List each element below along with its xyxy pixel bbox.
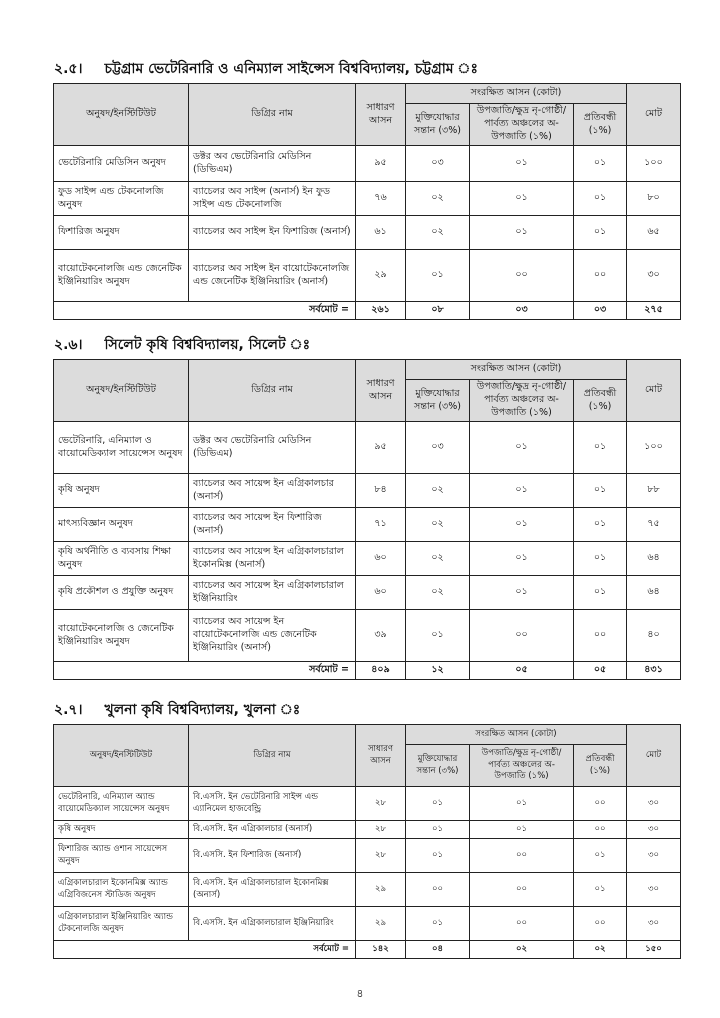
table-row: [54, 839, 681, 873]
total-cell: ৩০: [627, 907, 681, 941]
total-cell: ৭৫: [627, 508, 681, 542]
section-number: ২.৬।: [54, 337, 83, 353]
tribal-cell: ০০: [470, 250, 574, 302]
table-row: [54, 182, 681, 216]
grand-total-label: সর্বমোট =: [54, 662, 356, 680]
section-title: চট্টগ্রাম ভেটেরিনারি ও এনিম্যাল সাইন্সেস বিশ্ববিদ্যালয়, চট্টগ্রাম ঃ: [104, 61, 478, 77]
tribal-cell: ০১: [470, 821, 574, 839]
degree-cell: ব্যাচেলর অব সাইন্স ইন বায়োটেকনোলজি এন্ড জেনেটিক ইঞ্জিনিয়ারিং (অনার্স): [189, 250, 356, 302]
total-cell: ৩০: [627, 839, 681, 873]
general-cell: ৩৯: [356, 610, 406, 662]
header-general-seats: সাধারণ আসন: [356, 725, 406, 787]
faculty-cell: ফিশারিজ অ্যান্ড ওশান সায়েন্সেস অনুষদ: [54, 839, 189, 873]
header-disabled: প্রতিবন্ধী (১%): [574, 745, 627, 787]
header-freedom-fighter: মুক্তিযোদ্ধার সন্তান (৩%): [406, 745, 470, 787]
table-row: [54, 907, 681, 941]
total-cell: ৩০: [627, 787, 681, 821]
degree-cell: ব্যাচেলর অব সাইন্স ইন ফিশারিজ (অনার্স): [189, 216, 356, 250]
header-degree: ডিগ্রির নাম: [189, 725, 356, 787]
general-cell: ২৯: [356, 873, 406, 907]
section-title: খুলনা কৃষি বিশ্ববিদ্যালয়, খুলনা ঃ: [104, 702, 301, 718]
faculty-cell: ভেটেরিনারি, এনিম্যাল ও বায়োমেডিক্যাল সায়েন্সেস অনুষদ: [54, 422, 189, 474]
tribal-cell: ০০: [470, 610, 574, 662]
degree-cell: ব্যাচেলর অব সায়েন্স ইন এগ্রিকালচারাল ইঞ্জিনিয়ারিং: [189, 576, 356, 610]
total-cell: ৮০: [627, 182, 681, 216]
table-row: [54, 787, 681, 821]
general-cell: ৯৫: [356, 422, 406, 474]
tribal-cell: ০১: [470, 216, 574, 250]
faculty-cell: এগ্রিকালচারাল ইকোনমিক্স অ্যান্ড এগ্রিবিজনেস স্টাডিজ অনুষদ: [54, 873, 189, 907]
section-title: সিলেট কৃষি বিশ্ববিদ্যালয়, সিলেট ঃ: [104, 337, 311, 353]
tribal-cell: ০০: [470, 839, 574, 873]
total-total: ২৭৫: [627, 302, 681, 320]
degree-cell: বি.এসসি. ইন এগ্রিকালচারাল ইকোনমিক্স (অনার্স): [189, 873, 356, 907]
tribal-cell: ০১: [470, 787, 574, 821]
ff-cell: ০১: [406, 839, 470, 873]
tribal-cell: ০১: [470, 422, 574, 474]
ff-cell: ০১: [406, 907, 470, 941]
total-cell: ৬৪: [627, 576, 681, 610]
seat-table-cvasu: [53, 83, 681, 320]
header-total: মোট: [627, 725, 681, 787]
disabled-cell: ০০: [574, 907, 627, 941]
disabled-cell: ০০: [574, 787, 627, 821]
general-cell: ২৮: [356, 787, 406, 821]
degree-cell: ব্যাচেলর অব সায়েন্স ইন এগ্রিকালচারাল ইকোনমিক্স (অনার্স): [189, 542, 356, 576]
total-cell: ৩০: [627, 821, 681, 839]
seat-table-kau: [53, 724, 681, 959]
total-disabled: ০৩: [574, 302, 627, 320]
ff-cell: ০৩: [406, 422, 470, 474]
faculty-cell: বায়োটেকনোলজি এন্ড জেনেটিক ইঞ্জিনিয়ারিং অনুষদ: [54, 250, 189, 302]
ff-cell: ০২: [406, 182, 470, 216]
ff-cell: ০২: [406, 542, 470, 576]
ff-cell: ০১: [406, 821, 470, 839]
ff-cell: ০২: [406, 508, 470, 542]
general-cell: ২৯: [356, 907, 406, 941]
degree-cell: ব্যাচেলর অব সায়েন্স ইন বায়োটেকনোলজি এন্ড জেনেটিক ইঞ্জিনিয়ারিং (অনার্স): [189, 610, 356, 662]
faculty-cell: কৃষি অনুষদ: [54, 474, 189, 508]
disabled-cell: ০১: [574, 508, 627, 542]
header-faculty: অনুষদ/ইনস্টিটিউট: [54, 725, 189, 787]
total-cell: ৩০: [627, 250, 681, 302]
total-tribal: ০৩: [470, 302, 574, 320]
table-row: [54, 610, 681, 662]
total-cell: ৮৮: [627, 474, 681, 508]
faculty-cell: মাৎস্যবিজ্ঞান অনুষদ: [54, 508, 189, 542]
general-cell: ৬১: [356, 216, 406, 250]
faculty-cell: ভেটেরিনারি, এনিম্যাল অ্যান্ড বায়োমেডিক্যাল সায়েন্সেস অনুষদ: [54, 787, 189, 821]
disabled-cell: ০১: [574, 146, 627, 182]
degree-cell: ডক্টর অব ভেটেরিনারি মেডিসিন (ডিভিএম): [189, 146, 356, 182]
general-cell: ৬০: [356, 542, 406, 576]
degree-cell: বি.এসসি. ইন ভেটেরিনারি সাইন্স এন্ড এ্যানিমেল হাজবেন্ড্রি: [189, 787, 356, 821]
total-total: ৪৩১: [627, 662, 681, 680]
header-faculty: অনুষদ/ইনস্টিটিউট: [54, 360, 189, 422]
general-cell: ৯৫: [356, 146, 406, 182]
ff-cell: ০৩: [406, 146, 470, 182]
faculty-cell: ফিশারিজ অনুষদ: [54, 216, 189, 250]
ff-cell: ০২: [406, 474, 470, 508]
disabled-cell: ০০: [574, 821, 627, 839]
degree-cell: ব্যাচেলর অব সায়েন্স ইন এগ্রিকালচার (অনার্স): [189, 474, 356, 508]
grand-total-label: সর্বমোট =: [54, 302, 356, 320]
disabled-cell: ০১: [574, 839, 627, 873]
page-number: ৪: [356, 987, 364, 1000]
header-degree: ডিগ্রির নাম: [189, 360, 356, 422]
disabled-cell: ০০: [574, 250, 627, 302]
ff-cell: ০২: [406, 576, 470, 610]
tribal-cell: ০১: [470, 542, 574, 576]
header-total: মোট: [627, 84, 681, 146]
total-cell: ৬৪: [627, 542, 681, 576]
header-tribal: উপজাতি/ক্ষুদ্র নৃ-গোষ্ঠী/ পার্বত্য অঞ্চলের অ-উপজাতি (১%): [470, 380, 574, 422]
faculty-cell: কৃষি অনুষদ: [54, 821, 189, 839]
total-disabled: ০৫: [574, 662, 627, 680]
general-cell: ৬০: [356, 576, 406, 610]
table-row: [54, 508, 681, 542]
table-row: [54, 542, 681, 576]
disabled-cell: ০১: [574, 576, 627, 610]
table-row: [54, 576, 681, 610]
general-cell: ৮৪: [356, 474, 406, 508]
header-tribal: উপজাতি/ক্ষুদ্র নৃ-গোষ্ঠী/ পার্বত্য অঞ্চলের অ-উপজাতি (১%): [470, 104, 574, 146]
table-row: [54, 422, 681, 474]
header-freedom-fighter: মুক্তিযোদ্ধার সন্তান (৩%): [406, 104, 470, 146]
total-ff: ০৮: [406, 302, 470, 320]
ff-cell: ০১: [406, 610, 470, 662]
disabled-cell: ০১: [574, 873, 627, 907]
total-general: ২৬১: [356, 302, 406, 320]
total-disabled: ০২: [574, 941, 627, 959]
header-degree: ডিগ্রির নাম: [189, 84, 356, 146]
header-general-seats: সাধারণ আসন: [356, 360, 406, 422]
header-tribal: উপজাতি/ক্ষুদ্র নৃ-গোষ্ঠী/ পার্বত্য অঞ্চলের অ-উপজাতি (১%): [470, 745, 574, 787]
section-number: ২.৭।: [54, 702, 83, 718]
tribal-cell: ০১: [470, 474, 574, 508]
total-cell: ১০০: [627, 146, 681, 182]
table-row: [54, 146, 681, 182]
total-cell: ৩০: [627, 873, 681, 907]
faculty-cell: কৃষি অর্থনীতি ও ব্যবসায় শিক্ষা অনুষদ: [54, 542, 189, 576]
ff-cell: ০০: [406, 873, 470, 907]
table-row: [54, 250, 681, 302]
header-general-seats: সাধারণ আসন: [356, 84, 406, 146]
table-row: [54, 474, 681, 508]
header-faculty: অনুষদ/ইনস্টিটিউট: [54, 84, 189, 146]
grand-total-row: [54, 941, 681, 959]
disabled-cell: ০১: [574, 474, 627, 508]
tribal-cell: ০১: [470, 576, 574, 610]
section-number: ২.৫।: [54, 61, 83, 77]
header-total: মোট: [627, 360, 681, 422]
section-heading-2-5: [54, 57, 478, 81]
disabled-cell: ০১: [574, 542, 627, 576]
tribal-cell: ০০: [470, 873, 574, 907]
degree-cell: বি.এসসি. ইন এগ্রিকালচার (অনার্স): [189, 821, 356, 839]
faculty-cell: ফুড সাইন্স এন্ড টেকনোলজি অনুষদ: [54, 182, 189, 216]
section-heading-2-7: [54, 698, 300, 722]
general-cell: ৭১: [356, 508, 406, 542]
degree-cell: বি.এসসি. ইন এগ্রিকালচারাল ইঞ্জিনিয়ারিং: [189, 907, 356, 941]
general-cell: ২৮: [356, 821, 406, 839]
header-reserved-quota: সংরক্ষিত আসন (কোটা): [406, 725, 627, 745]
section-heading-2-6: [54, 333, 310, 357]
disabled-cell: ০১: [574, 422, 627, 474]
total-tribal: ০৫: [470, 662, 574, 680]
table-row: [54, 821, 681, 839]
header-freedom-fighter: মুক্তিযোদ্ধার সন্তান (৩%): [406, 380, 470, 422]
total-total: ১৫০: [627, 941, 681, 959]
degree-cell: ব্যাচেলর অব সায়েন্স ইন ফিশারিজ (অনার্স): [189, 508, 356, 542]
grand-total-label: সর্বমোট =: [54, 941, 356, 959]
total-general: ১৪২: [356, 941, 406, 959]
tribal-cell: ০১: [470, 146, 574, 182]
tribal-cell: ০০: [470, 907, 574, 941]
ff-cell: ০১: [406, 787, 470, 821]
degree-cell: ডক্টর অব ভেটেরিনারি মেডিসিন (ডিভিএম): [189, 422, 356, 474]
grand-total-row: [54, 302, 681, 320]
disabled-cell: ০১: [574, 216, 627, 250]
ff-cell: ০১: [406, 250, 470, 302]
total-ff: ১২: [406, 662, 470, 680]
degree-cell: বি.এসসি. ইন ফিশারিজ (অনার্স): [189, 839, 356, 873]
general-cell: ২৮: [356, 839, 406, 873]
disabled-cell: ০১: [574, 182, 627, 216]
faculty-cell: এগ্রিকালচারাল ইঞ্জিনিয়ারিং অ্যান্ড টেকনোলজি অনুষদ: [54, 907, 189, 941]
seat-table-sau: [53, 359, 681, 680]
total-tribal: ০২: [470, 941, 574, 959]
header-disabled: প্রতিবন্ধী (১%): [574, 380, 627, 422]
total-general: ৪০৯: [356, 662, 406, 680]
tribal-cell: ০১: [470, 508, 574, 542]
header-reserved-quota: সংরক্ষিত আসন (কোটা): [406, 360, 627, 380]
total-cell: ৬৫: [627, 216, 681, 250]
total-cell: ৪০: [627, 610, 681, 662]
faculty-cell: ভেটেরিনারি মেডিসিন অনুষদ: [54, 146, 189, 182]
degree-cell: ব্যাচেলর অব সাইন্স (অনার্স) ইন ফুড সাইন্স এন্ড টেকনোলজি: [189, 182, 356, 216]
table-row: [54, 216, 681, 250]
faculty-cell: বায়োটেকনোলজি ও জেনেটিক ইঞ্জিনিয়ারিং অনুষদ: [54, 610, 189, 662]
general-cell: ৭৬: [356, 182, 406, 216]
header-disabled: প্রতিবন্ধী (১%): [574, 104, 627, 146]
faculty-cell: কৃষি প্রকৌশল ও প্রযুক্তি অনুষদ: [54, 576, 189, 610]
general-cell: ২৯: [356, 250, 406, 302]
grand-total-row: [54, 662, 681, 680]
disabled-cell: ০০: [574, 610, 627, 662]
total-cell: ১০০: [627, 422, 681, 474]
ff-cell: ০২: [406, 216, 470, 250]
table-row: [54, 873, 681, 907]
header-reserved-quota: সংরক্ষিত আসন (কোটা): [406, 84, 627, 104]
total-ff: ০৪: [406, 941, 470, 959]
tribal-cell: ০১: [470, 182, 574, 216]
